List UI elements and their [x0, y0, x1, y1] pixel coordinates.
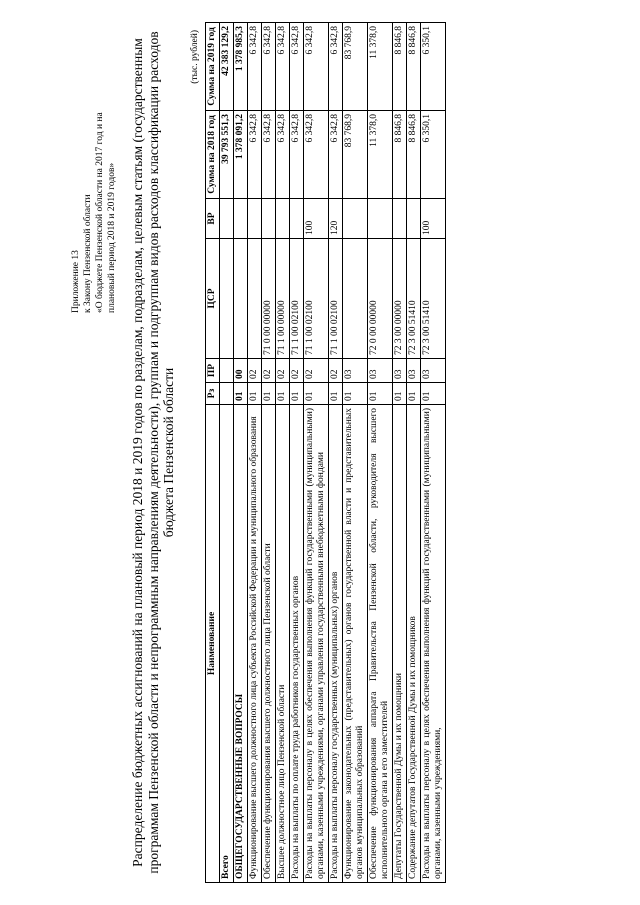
row-sum-2019: 6 342,8 [304, 23, 329, 111]
row-pr: 02 [248, 359, 262, 383]
row-sum-2018: 6 342,8 [329, 111, 343, 199]
row-csr [248, 239, 262, 359]
table-row [329, 23, 343, 883]
appendix-line: Приложение 13 [71, 250, 81, 313]
row-sum-2018: 6 342,8 [290, 111, 304, 199]
row-sum-2019: 6 350,1 [421, 23, 446, 111]
row-sum-2018: 6 350,1 [421, 111, 446, 199]
row-csr: 71 1 00 02100 [304, 239, 329, 359]
row-sum-2018: 1 378 091,2 [234, 111, 248, 199]
header-csr: ЦСР [206, 239, 220, 359]
row-sum-2019: 83 768,9 [343, 23, 368, 111]
row-sum-2018: 6 342,8 [262, 111, 276, 199]
row-sum-2018: 39 793 551,3 [220, 111, 234, 199]
table-row [421, 23, 446, 883]
row-vr: 100 [304, 199, 329, 239]
header-sum-2019: Сумма на 2019 год [206, 23, 220, 111]
table-row [407, 23, 421, 883]
row-rz [220, 383, 234, 405]
row-name: Высшее должностное лицо Пензенской области [276, 405, 290, 883]
appendix-line: «О бюджете Пензенской области на 2017 год и на [95, 112, 105, 313]
table-row [343, 23, 368, 883]
row-name: Всего [220, 405, 234, 883]
row-csr [343, 239, 368, 359]
row-csr: 72 3 00 51410 [407, 239, 421, 359]
header-vr: ВР [206, 199, 220, 239]
row-name: Обеспечение функционирования аппарата Правительства Пензенской области, руководителя высшего исполнительного органа и его заместителей [368, 405, 393, 883]
row-sum-2018: 8 846,8 [393, 111, 407, 199]
row-rz: 01 [276, 383, 290, 405]
table-row [368, 23, 393, 883]
row-pr: 02 [262, 359, 276, 383]
row-vr [290, 199, 304, 239]
row-rz: 01 [329, 383, 343, 405]
row-rz: 01 [234, 383, 248, 405]
row-sum-2019: 6 342,8 [262, 23, 276, 111]
row-pr: 02 [304, 359, 329, 383]
row-csr: 72 3 00 00000 [393, 239, 407, 359]
row-name: Обеспечение функционирования высшего должностного лица Пензенской области [262, 405, 276, 883]
row-sum-2018: 83 768,9 [343, 111, 368, 199]
document-title: Распределение бюджетных ассигнований на плановый период 2018 и 2019 годов по разделам, подразделам, целевым статьям (государственным программам Пензенской области и непрограммным направлениям деятельности), группам и подгруппам видов расходов классификации расходов бюджета Пензенской области [130, 31, 176, 874]
row-name: Расходы на выплаты по оплате труда работников государственных органов [290, 405, 304, 883]
header-rz: Рз [206, 383, 220, 405]
row-pr: 02 [329, 359, 343, 383]
row-rz: 01 [393, 383, 407, 405]
row-csr: 71 0 00 00000 [262, 239, 276, 359]
row-pr: 00 [234, 359, 248, 383]
row-vr [343, 199, 368, 239]
row-sum-2018: 11 378,0 [368, 111, 393, 199]
row-rz: 01 [262, 383, 276, 405]
row-sum-2019: 6 342,8 [329, 23, 343, 111]
row-sum-2018: 6 342,8 [276, 111, 290, 199]
row-csr [234, 239, 248, 359]
row-vr: 100 [421, 199, 446, 239]
row-vr [276, 199, 290, 239]
row-rz: 01 [290, 383, 304, 405]
row-csr: 71 1 00 02100 [290, 239, 304, 359]
row-vr [234, 199, 248, 239]
table-row [220, 23, 234, 883]
table-row [393, 23, 407, 883]
header-pr: ПР [206, 359, 220, 383]
row-name: Расходы на выплаты персоналу в целях обеспечения выполнения функций государственными (муниципальными) органами, казенными учреждениями, [421, 405, 446, 883]
row-rz: 01 [248, 383, 262, 405]
row-name: Расходы на выплаты персоналу государственных (муниципальных) органов [329, 405, 343, 883]
row-sum-2019: 42 383 129,2 [220, 23, 234, 111]
appendix-note [70, 23, 118, 313]
row-name: Функционирование высшего должностного лица субъекта Российской Федерации и муниципального образования [248, 405, 262, 883]
row-pr: 03 [421, 359, 446, 383]
row-vr [368, 199, 393, 239]
row-pr: 02 [290, 359, 304, 383]
row-name: Содержание депутатов Государственной Думы и их помощников [407, 405, 421, 883]
table-row [262, 23, 276, 883]
table-header-row [206, 23, 220, 883]
row-sum-2019: 6 342,8 [276, 23, 290, 111]
row-rz: 01 [407, 383, 421, 405]
header-name: Наименование [206, 405, 220, 883]
table-row [276, 23, 290, 883]
table-row [290, 23, 304, 883]
appendix-line: плановый период 2018 и 2019 годов» [107, 162, 117, 313]
budget-table [205, 22, 446, 883]
table-row [234, 23, 248, 883]
row-vr [393, 199, 407, 239]
row-name: Расходы на выплаты персоналу в целях обеспечения выполнения функций государственными (муниципальными) органами, казенными учреждениями, органами управления государственными внебюджетными фондами [304, 405, 329, 883]
row-pr: 03 [393, 359, 407, 383]
row-name: Депутаты Государственной Думы и их помощники [393, 405, 407, 883]
row-pr [220, 359, 234, 383]
row-name: Функционирование законодательных (представительных) органов государственной власти и представительных органов муниципальных образований [343, 405, 368, 883]
row-vr [248, 199, 262, 239]
row-rz: 01 [421, 383, 446, 405]
row-sum-2019: 6 342,8 [290, 23, 304, 111]
row-rz: 01 [304, 383, 329, 405]
table-body [220, 23, 446, 883]
row-sum-2019: 11 378,0 [368, 23, 393, 111]
unit-label: (тыс. рублей) [190, 30, 200, 84]
row-sum-2019: 6 342,8 [248, 23, 262, 111]
table-row [304, 23, 329, 883]
row-pr: 03 [407, 359, 421, 383]
row-sum-2018: 8 846,8 [407, 111, 421, 199]
row-vr [220, 199, 234, 239]
row-pr: 03 [343, 359, 368, 383]
row-csr: 72 0 00 00000 [368, 239, 393, 359]
row-sum-2019: 8 846,8 [393, 23, 407, 111]
row-csr: 71 1 00 00000 [276, 239, 290, 359]
row-pr: 03 [368, 359, 393, 383]
row-sum-2019: 1 378 985,3 [234, 23, 248, 111]
table-row [248, 23, 262, 883]
row-csr: 72 3 00 51410 [421, 239, 446, 359]
row-vr [407, 199, 421, 239]
appendix-line: к Закону Пензенской области [83, 194, 93, 313]
row-csr: 71 1 00 02100 [329, 239, 343, 359]
row-vr: 120 [329, 199, 343, 239]
row-vr [262, 199, 276, 239]
row-name: ОБЩЕГОСУДАРСТВЕННЫЕ ВОПРОСЫ [234, 405, 248, 883]
row-sum-2018: 6 342,8 [248, 111, 262, 199]
row-rz: 01 [368, 383, 393, 405]
row-sum-2018: 6 342,8 [304, 111, 329, 199]
row-sum-2019: 8 846,8 [407, 23, 421, 111]
header-sum-2018: Сумма на 2018 год [206, 111, 220, 199]
row-csr [220, 239, 234, 359]
row-pr: 02 [276, 359, 290, 383]
row-rz: 01 [343, 383, 368, 405]
